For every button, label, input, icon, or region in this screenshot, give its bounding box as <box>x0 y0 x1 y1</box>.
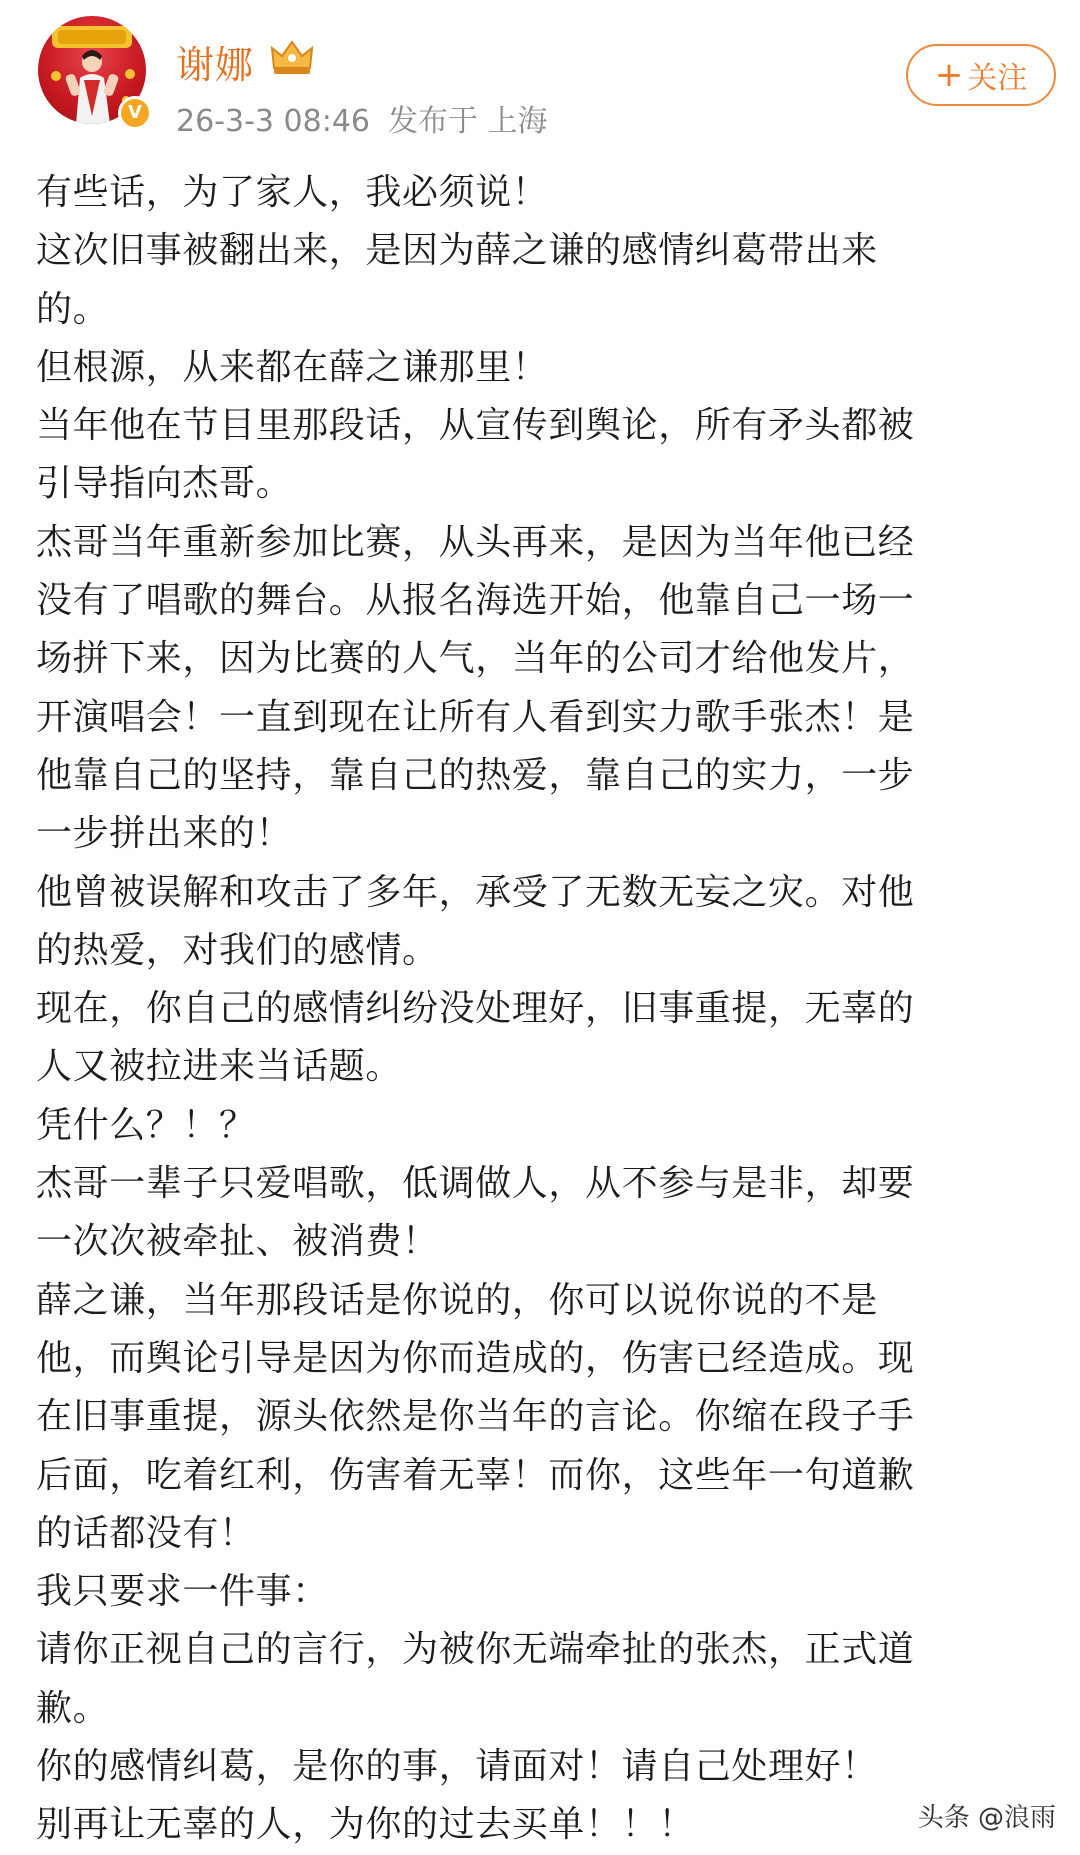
post-line: 我只要求一件事： <box>36 1571 329 1613</box>
post-line: 人又被拉进来当话题。 <box>36 1046 403 1088</box>
post-line: 他曾被误解和攻击了多年，承受了无数无妄之灾。对他 <box>36 871 915 913</box>
post-line: 后面，吃着红利，伤害着无辜！而你，这些年一句道歉 <box>36 1454 915 1496</box>
post-line: 歉。 <box>36 1687 110 1729</box>
plus-icon: + <box>934 55 964 95</box>
post-line: 但根源，从来都在薛之谦那里！ <box>36 346 549 388</box>
post-line: 他，而舆论引导是因为你而造成的，伤害已经造成。现 <box>36 1337 915 1379</box>
post-line: 这次旧事被翻出来，是因为薛之谦的感情纠葛带出来 <box>36 230 878 272</box>
post-line: 没有了唱歌的舞台。从报名海选开始，他靠自己一场一 <box>36 580 915 622</box>
watermark: 头条 @浪雨 <box>912 1795 1062 1836</box>
post-body <box>36 164 1046 1855</box>
post-line: 在旧事重提，源头依然是你当年的言论。你缩在段子手 <box>36 1396 915 1438</box>
post-line: 杰哥一辈子只爱唱歌，低调做人，从不参与是非，却要 <box>36 1163 915 1205</box>
post-line: 凭什么？！？ <box>36 1104 256 1146</box>
username[interactable]: 谢娜 <box>176 43 255 87</box>
follow-button[interactable] <box>906 44 1056 106</box>
post-line: 一次次被牵扯、被消费！ <box>36 1221 439 1263</box>
post-header <box>0 0 1080 150</box>
post-line: 当年他在节目里那段话，从宣传到舆论，所有矛头都被 <box>36 405 915 447</box>
post-line: 他靠自己的坚持，靠自己的热爱，靠自己的实力，一步 <box>36 754 915 796</box>
post-line: 现在，你自己的感情纠纷没处理好，旧事重提，无辜的 <box>36 988 915 1030</box>
post-line: 薛之谦，当年那段话是你说的，你可以说你说的不是 <box>36 1279 878 1321</box>
verified-v-icon: V <box>118 96 152 130</box>
post-line: 请你正视自己的言行，为被你无端牵扯的张杰，正式道 <box>36 1629 915 1671</box>
post-line: 开演唱会！一直到现在让所有人看到实力歌手张杰！是 <box>36 696 915 738</box>
follow-label: 关注 <box>967 61 1028 96</box>
post-line: 的话都没有！ <box>36 1512 256 1554</box>
post-line: 别再让无辜的人，为你的过去买单！！！ <box>36 1804 695 1846</box>
post-line: 有些话，为了家人，我必须说！ <box>36 172 549 213</box>
crown-vip-icon <box>268 38 316 76</box>
post-timestamp: 26-3-3 08:46 <box>176 104 370 139</box>
post-line: 的热爱，对我们的感情。 <box>36 929 439 971</box>
post-line: 杰哥当年重新参加比赛，从头再来，是因为当年他已经 <box>36 521 915 563</box>
post-meta <box>176 96 548 140</box>
post-location: 发布于 上海 <box>388 104 548 139</box>
post-line: 你的感情纠葛，是你的事，请面对！请自己处理好！ <box>36 1746 878 1788</box>
post-line: 的。 <box>36 288 110 330</box>
post-line: 引导指向杰哥。 <box>36 463 293 505</box>
post-line: 场拼下来，因为比赛的人气，当年的公司才给他发片， <box>36 638 915 680</box>
post-line: 一步拼出来的！ <box>36 813 293 855</box>
